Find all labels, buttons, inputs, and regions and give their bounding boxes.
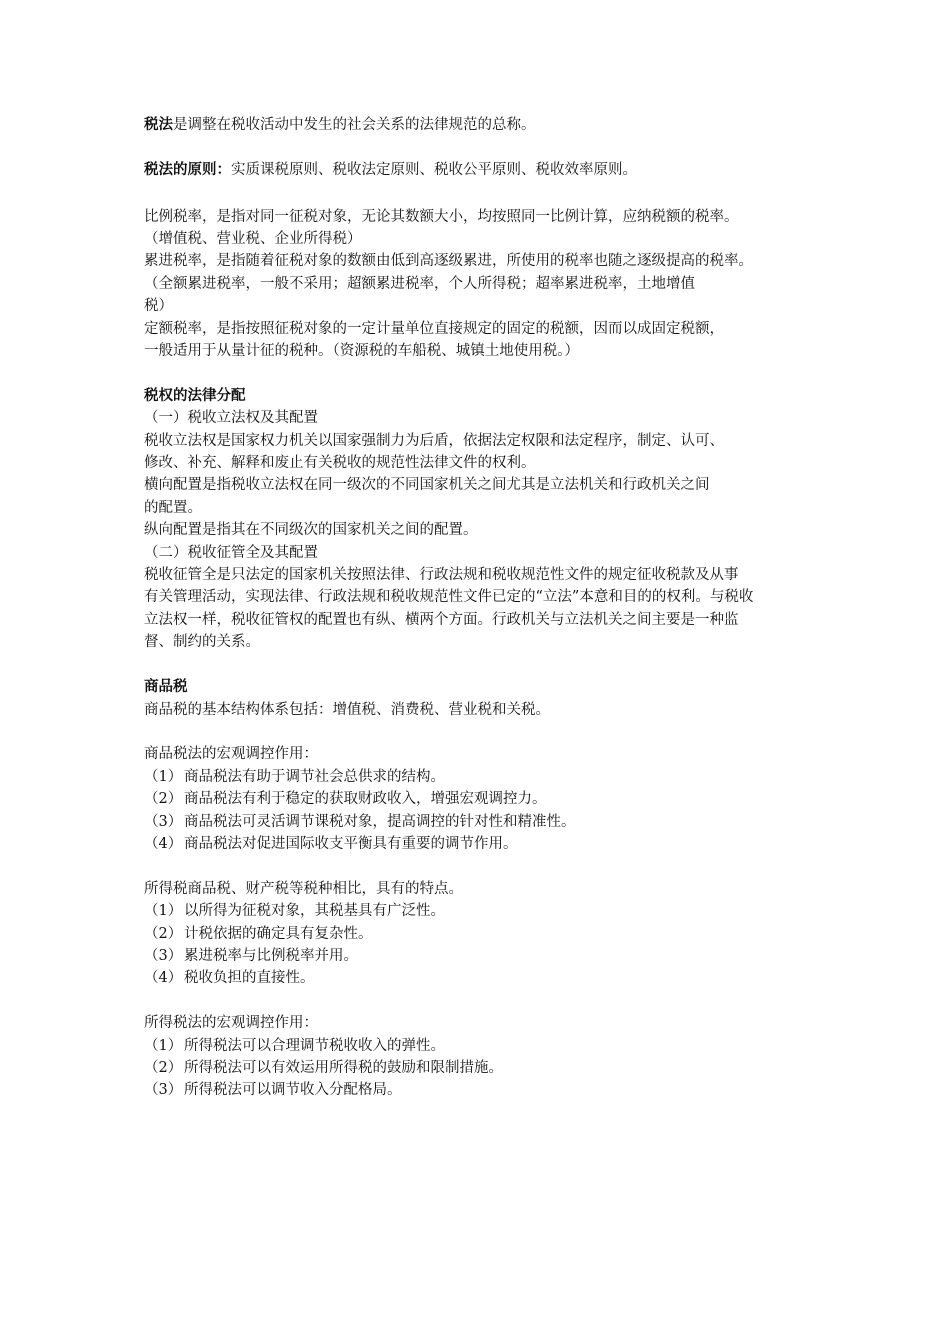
commodity-tax-section <box>144 676 834 855</box>
list-text: 计税依据的确定具有复杂性。 <box>184 925 373 942</box>
list-item <box>144 788 834 810</box>
tax-power-line: 修改、补充、解释和废止有关税收的规范性法律文件的权利。 <box>144 455 536 472</box>
list-text: 商品税法对促进国际收支平衡具有重要的调节作用。 <box>184 835 518 852</box>
tax-law-definition-text: 是调整在税收活动中发生的社会关系的法律规范的总称。 <box>173 117 536 133</box>
spacer <box>144 362 834 384</box>
rates-line: （增值税、营业税、企业所得税） <box>144 231 362 247</box>
list-item <box>144 1057 834 1079</box>
list-number: （3） <box>144 813 183 830</box>
list-text: 以所得为征税对象，其税基具有广泛性。 <box>184 903 445 920</box>
list-item <box>144 967 834 989</box>
list-number: （4） <box>144 970 183 987</box>
list-number: （1） <box>144 768 183 785</box>
list-number: （2） <box>144 925 183 942</box>
list-number: （3） <box>144 1082 183 1099</box>
tax-power-line: 税收立法权是国家权力机关以国家强制力为后盾，依据法定权限和法定程序，制定、认可、 <box>144 432 724 449</box>
income-features-title: 所得税商品税、财产税等税种相比，具有的特点。 <box>144 880 463 897</box>
list-text: 所得税法可以合理调节税收收入的弹性。 <box>184 1037 445 1054</box>
tax-power-line: 的配置。 <box>144 499 202 516</box>
list-item <box>144 833 834 855</box>
income-tax-section <box>144 878 834 1102</box>
spacer <box>144 136 834 158</box>
rates-line: 定额税率，是指按照征税对象的一定计量单位直接规定的固定的税额，因而以成固定税额， <box>144 320 724 337</box>
list-text: 税收负担的直接性。 <box>184 970 315 987</box>
list-text: 累进税率与比例税率并用。 <box>184 947 358 964</box>
rates-line: 一般适用于从量计征的税种。（资源税的车船税、城镇土地使用税。） <box>144 343 579 360</box>
list-item <box>144 766 834 788</box>
document-page <box>144 114 834 1102</box>
tax-power-line: 纵向配置是指其在不同级次的国家机关之间的配置。 <box>144 522 478 539</box>
tax-power-line: （一）税收立法权及其配置 <box>144 410 318 427</box>
commodity-macro-title: 商品税法的宏观调控作用： <box>144 746 318 763</box>
rates-line: （全额累进税率，一般不采用；超额累进税率，个人所得税；超率累进税率，土地增值 <box>144 275 695 292</box>
commodity-heading: 商品税 <box>144 679 188 696</box>
rates-line: 税） <box>144 298 173 315</box>
list-text: 所得税法可以调节收入分配格局。 <box>184 1082 402 1099</box>
spacer <box>144 721 834 743</box>
list-number: （1） <box>144 903 183 920</box>
term-principles-colon: ： <box>216 161 231 178</box>
list-number: （2） <box>144 1059 183 1076</box>
rates-line: 累进税率，是指随着征税对象的数额由低到高逐级累进，所使用的税率也随之逐级提高的税率。 <box>144 253 753 270</box>
income-macro-title: 所得税法的宏观调控作用： <box>144 1015 318 1032</box>
spacer <box>144 990 834 1012</box>
tax-law-definition <box>144 114 834 136</box>
tax-power-line: 横向配置是指税收立法权在同一级次的不同国家机关之间尤其是立法机关和行政机关之间 <box>144 477 710 494</box>
list-number: （3） <box>144 947 183 964</box>
list-number: （4） <box>144 835 183 852</box>
tax-law-principles <box>144 159 834 181</box>
spacer <box>144 654 834 676</box>
list-number: （1） <box>144 1037 183 1054</box>
principles-text: 实质课税原则、税收法定原则、税收公平原则、税收效率原则。 <box>231 161 637 178</box>
spacer <box>144 855 834 877</box>
spacer <box>144 181 834 203</box>
list-item <box>144 1035 834 1057</box>
term-tax-law: 税法 <box>144 117 173 133</box>
list-item <box>144 945 834 967</box>
tax-power-line: 督、制约的关系。 <box>144 634 260 651</box>
list-number: （2） <box>144 791 183 808</box>
tax-rates-section <box>144 206 834 363</box>
list-item <box>144 923 834 945</box>
tax-power-line: 立法权一样，税收征管权的配置也有纵、横两个方面。行政机关与立法机关之间主要是一种监 <box>144 611 739 628</box>
list-item <box>144 811 834 833</box>
term-principles: 税法的原则 <box>144 161 217 178</box>
list-text: 所得税法可以有效运用所得税的鼓励和限制措施。 <box>184 1059 503 1076</box>
list-item <box>144 1079 834 1101</box>
list-text: 商品税法有助于调节社会总供求的结构。 <box>184 768 445 785</box>
commodity-structure: 商品税的基本结构体系包括：增值税、消费税、营业税和关税。 <box>144 701 550 718</box>
tax-power-line: 有关管理活动，实现法律、行政法规和税收规范性文件已定的“立法”本意和目的的权利。与税收 <box>144 589 754 606</box>
list-item <box>144 900 834 922</box>
list-text: 商品税法有利于稳定的获取财政收入，增强宏观调控力。 <box>184 791 547 808</box>
rates-line: 比例税率，是指对同一征税对象，无论其数额大小，均按照同一比例计算，应纳税额的税率。 <box>144 208 739 225</box>
tax-power-heading: 税权的法律分配 <box>144 387 246 404</box>
tax-power-line: 税收征管全是只法定的国家机关按照法律、行政法规和税收规范性文件的规定征收税款及从事 <box>144 567 739 584</box>
list-text: 商品税法可灵活调节课税对象，提高调控的针对性和精准性。 <box>184 813 576 830</box>
tax-power-line: （二）税收征管全及其配置 <box>144 544 318 561</box>
tax-power-section <box>144 385 834 654</box>
